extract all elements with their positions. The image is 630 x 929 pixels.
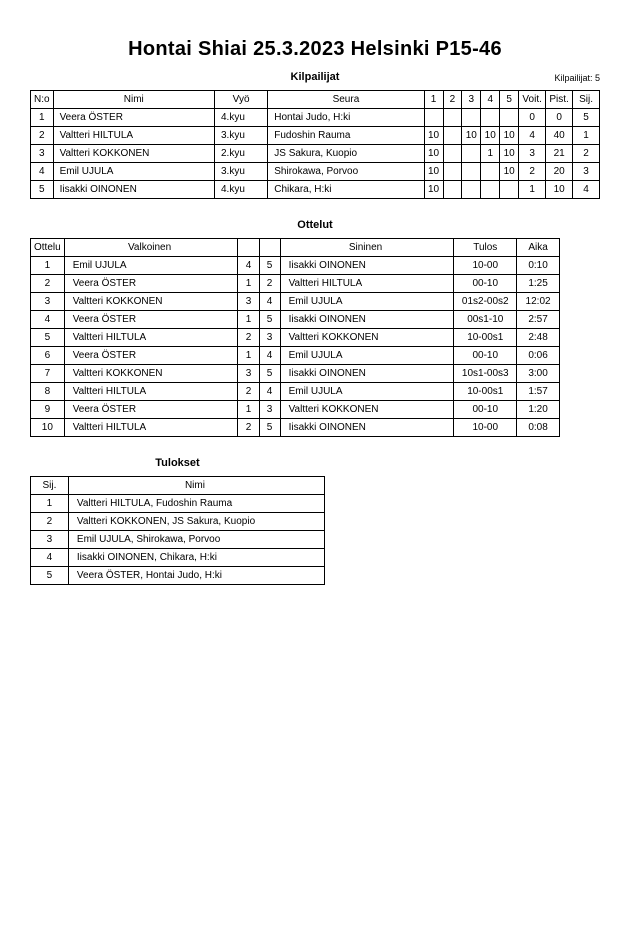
- table-row: [31, 163, 600, 181]
- table-row: [31, 531, 325, 549]
- cell-no: 3: [31, 145, 54, 163]
- cell-white: Emil UJULA: [64, 257, 238, 275]
- cell-club: JS Sakura, Kuopio: [268, 145, 424, 163]
- table-row: [31, 109, 600, 127]
- cell-blue: Valtteri HILTULA: [280, 275, 454, 293]
- cell-time: 0:06: [517, 347, 560, 365]
- cell-time: 2:48: [517, 329, 560, 347]
- tournament-result-page: [0, 38, 630, 929]
- cell-match-no: 8: [31, 383, 65, 401]
- matches-table-wrap: [30, 238, 600, 437]
- cell-blue-seed: 3: [259, 329, 280, 347]
- cell-result: 10s1-00s3: [454, 365, 517, 383]
- table-row: [31, 549, 325, 567]
- matches-section-header: [0, 219, 630, 235]
- cell-blue-seed: 5: [259, 419, 280, 437]
- competitors-section-header: [0, 71, 630, 87]
- results-table-wrap: [30, 476, 600, 585]
- cell-name: Valtteri HILTULA: [53, 127, 214, 145]
- cell-m3: [462, 163, 481, 181]
- cell-no: 5: [31, 181, 54, 199]
- col-time: Aika: [517, 239, 560, 257]
- cell-result: 10-00s1: [454, 383, 517, 401]
- table-row: [31, 127, 600, 145]
- cell-belt: 2.kyu: [214, 145, 267, 163]
- cell-final-name: Iisakki OINONEN, Chikara, H:ki: [68, 549, 324, 567]
- col-blue-seed: [259, 239, 280, 257]
- cell-blue: Valtteri KOKKONEN: [280, 401, 454, 419]
- col-match-no: Ottelu: [31, 239, 65, 257]
- cell-final-rank: 2: [31, 513, 69, 531]
- cell-white: Valtteri KOKKONEN: [64, 293, 238, 311]
- cell-match-no: 4: [31, 311, 65, 329]
- cell-blue: Iisakki OINONEN: [280, 257, 454, 275]
- cell-m2: [443, 181, 462, 199]
- cell-rank: 3: [573, 163, 600, 181]
- cell-result: 01s2-00s2: [454, 293, 517, 311]
- cell-rank: 2: [573, 145, 600, 163]
- cell-m1: 10: [424, 163, 443, 181]
- col-m1: 1: [424, 91, 443, 109]
- cell-blue: Iisakki OINONEN: [280, 311, 454, 329]
- col-blue: Sininen: [280, 239, 454, 257]
- cell-match-no: 5: [31, 329, 65, 347]
- cell-match-no: 3: [31, 293, 65, 311]
- col-belt: Vyö: [214, 91, 267, 109]
- cell-club: Hontai Judo, H:ki: [268, 109, 424, 127]
- results-section-header: [0, 457, 630, 473]
- table-row: [31, 567, 325, 585]
- cell-time: 12:02: [517, 293, 560, 311]
- cell-wins: 0: [519, 109, 546, 127]
- cell-white: Veera ÖSTER: [64, 401, 238, 419]
- cell-final-rank: 5: [31, 567, 69, 585]
- cell-m4: [481, 163, 500, 181]
- cell-result: 10-00: [454, 257, 517, 275]
- cell-white: Valtteri HILTULA: [64, 329, 238, 347]
- cell-match-no: 7: [31, 365, 65, 383]
- cell-match-no: 9: [31, 401, 65, 419]
- cell-time: 0:08: [517, 419, 560, 437]
- cell-m5: [500, 181, 519, 199]
- cell-result: 00s1-10: [454, 311, 517, 329]
- cell-m2: [443, 109, 462, 127]
- cell-match-no: 6: [31, 347, 65, 365]
- cell-name: Iisakki OINONEN: [53, 181, 214, 199]
- col-points: Pist.: [546, 91, 573, 109]
- cell-white-seed: 1: [238, 275, 259, 293]
- cell-m2: [443, 127, 462, 145]
- cell-no: 4: [31, 163, 54, 181]
- cell-m5: 10: [500, 145, 519, 163]
- cell-blue: Iisakki OINONEN: [280, 419, 454, 437]
- cell-m3: [462, 109, 481, 127]
- table-row: [31, 293, 560, 311]
- cell-m4: 1: [481, 145, 500, 163]
- cell-belt: 4.kyu: [214, 109, 267, 127]
- cell-blue-seed: 5: [259, 311, 280, 329]
- cell-blue: Valtteri KOKKONEN: [280, 329, 454, 347]
- table-row: [31, 311, 560, 329]
- table-row: [31, 383, 560, 401]
- table-row: [31, 365, 560, 383]
- cell-points: 21: [546, 145, 573, 163]
- cell-white-seed: 2: [238, 383, 259, 401]
- table-row: [31, 401, 560, 419]
- cell-m2: [443, 145, 462, 163]
- cell-result: 00-10: [454, 401, 517, 419]
- col-name: Nimi: [53, 91, 214, 109]
- col-m5: 5: [500, 91, 519, 109]
- cell-white: Valtteri KOKKONEN: [64, 365, 238, 383]
- table-row: [31, 329, 560, 347]
- cell-m1: [424, 109, 443, 127]
- matches-heading: Ottelut: [297, 219, 333, 231]
- cell-white-seed: 2: [238, 329, 259, 347]
- cell-blue-seed: 4: [259, 347, 280, 365]
- cell-no: 2: [31, 127, 54, 145]
- cell-points: 40: [546, 127, 573, 145]
- competitors-heading: Kilpailijat: [290, 71, 340, 83]
- cell-final-rank: 3: [31, 531, 69, 549]
- cell-no: 1: [31, 109, 54, 127]
- cell-blue-seed: 4: [259, 293, 280, 311]
- col-m3: 3: [462, 91, 481, 109]
- cell-name: Valtteri KOKKONEN: [53, 145, 214, 163]
- col-final-rank: Sij.: [31, 477, 69, 495]
- cell-final-name: Emil UJULA, Shirokawa, Porvoo: [68, 531, 324, 549]
- cell-white-seed: 1: [238, 311, 259, 329]
- cell-match-no: 2: [31, 275, 65, 293]
- cell-white-seed: 3: [238, 293, 259, 311]
- cell-final-rank: 4: [31, 549, 69, 567]
- cell-m5: 10: [500, 163, 519, 181]
- results-heading: Tulokset: [155, 457, 200, 469]
- cell-result: 10-00s1: [454, 329, 517, 347]
- cell-blue-seed: 5: [259, 257, 280, 275]
- col-m2: 2: [443, 91, 462, 109]
- table-row: [31, 495, 325, 513]
- cell-wins: 4: [519, 127, 546, 145]
- cell-club: Chikara, H:ki: [268, 181, 424, 199]
- cell-final-name: Valtteri HILTULA, Fudoshin Rauma: [68, 495, 324, 513]
- cell-white-seed: 3: [238, 365, 259, 383]
- cell-belt: 3.kyu: [214, 163, 267, 181]
- cell-white: Veera ÖSTER: [64, 275, 238, 293]
- cell-blue: Iisakki OINONEN: [280, 365, 454, 383]
- cell-match-no: 10: [31, 419, 65, 437]
- cell-m4: [481, 181, 500, 199]
- table-row: [31, 275, 560, 293]
- cell-result: 10-00: [454, 419, 517, 437]
- table-row: [31, 419, 560, 437]
- col-rank: Sij.: [573, 91, 600, 109]
- cell-name: Emil UJULA: [53, 163, 214, 181]
- cell-white-seed: 1: [238, 401, 259, 419]
- cell-wins: 1: [519, 181, 546, 199]
- cell-m4: [481, 109, 500, 127]
- cell-m1: 10: [424, 181, 443, 199]
- cell-blue-seed: 5: [259, 365, 280, 383]
- table-row: [31, 181, 600, 199]
- cell-belt: 4.kyu: [214, 181, 267, 199]
- cell-name: Veera ÖSTER: [53, 109, 214, 127]
- cell-club: Shirokawa, Porvoo: [268, 163, 424, 181]
- cell-time: 0:10: [517, 257, 560, 275]
- results-title-wrap: [30, 457, 325, 469]
- cell-m3: 10: [462, 127, 481, 145]
- cell-belt: 3.kyu: [214, 127, 267, 145]
- cell-final-rank: 1: [31, 495, 69, 513]
- cell-wins: 2: [519, 163, 546, 181]
- col-result: Tulos: [454, 239, 517, 257]
- competitors-table: [30, 90, 600, 199]
- cell-time: 1:20: [517, 401, 560, 419]
- cell-final-name: Valtteri KOKKONEN, JS Sakura, Kuopio: [68, 513, 324, 531]
- col-white-seed: [238, 239, 259, 257]
- cell-m1: 10: [424, 145, 443, 163]
- cell-points: 0: [546, 109, 573, 127]
- cell-m5: [500, 109, 519, 127]
- col-wins: Voit.: [519, 91, 546, 109]
- cell-rank: 5: [573, 109, 600, 127]
- matches-table: [30, 238, 560, 437]
- col-white: Valkoinen: [64, 239, 238, 257]
- cell-rank: 4: [573, 181, 600, 199]
- cell-m4: 10: [481, 127, 500, 145]
- col-no: N:o: [31, 91, 54, 109]
- cell-time: 1:25: [517, 275, 560, 293]
- cell-white: Veera ÖSTER: [64, 347, 238, 365]
- cell-points: 10: [546, 181, 573, 199]
- cell-blue-seed: 2: [259, 275, 280, 293]
- cell-result: 00-10: [454, 347, 517, 365]
- cell-blue: Emil UJULA: [280, 347, 454, 365]
- table-row: [31, 513, 325, 531]
- table-header-row: [31, 477, 325, 495]
- cell-m3: [462, 181, 481, 199]
- cell-result: 00-10: [454, 275, 517, 293]
- cell-blue: Emil UJULA: [280, 293, 454, 311]
- cell-m1: 10: [424, 127, 443, 145]
- cell-time: 3:00: [517, 365, 560, 383]
- cell-time: 1:57: [517, 383, 560, 401]
- col-club: Seura: [268, 91, 424, 109]
- cell-white-seed: 2: [238, 419, 259, 437]
- cell-white-seed: 1: [238, 347, 259, 365]
- cell-points: 20: [546, 163, 573, 181]
- cell-blue-seed: 3: [259, 401, 280, 419]
- col-final-name: Nimi: [68, 477, 324, 495]
- cell-time: 2:57: [517, 311, 560, 329]
- table-header-row: [31, 239, 560, 257]
- cell-rank: 1: [573, 127, 600, 145]
- cell-m3: [462, 145, 481, 163]
- cell-white-seed: 4: [238, 257, 259, 275]
- cell-m5: 10: [500, 127, 519, 145]
- cell-white: Valtteri HILTULA: [64, 383, 238, 401]
- cell-club: Fudoshin Rauma: [268, 127, 424, 145]
- cell-blue: Emil UJULA: [280, 383, 454, 401]
- col-m4: 4: [481, 91, 500, 109]
- cell-match-no: 1: [31, 257, 65, 275]
- cell-final-name: Veera ÖSTER, Hontai Judo, H:ki: [68, 567, 324, 585]
- cell-white: Veera ÖSTER: [64, 311, 238, 329]
- competitors-count: Kilpailijat: 5: [554, 73, 600, 83]
- table-row: [31, 145, 600, 163]
- cell-white: Valtteri HILTULA: [64, 419, 238, 437]
- table-row: [31, 347, 560, 365]
- page-title: Hontai Shiai 25.3.2023 Helsinki P15-46: [128, 38, 502, 60]
- cell-m2: [443, 163, 462, 181]
- table-row: [31, 257, 560, 275]
- cell-wins: 3: [519, 145, 546, 163]
- results-table: [30, 476, 325, 585]
- competitors-table-wrap: [30, 90, 600, 199]
- cell-blue-seed: 4: [259, 383, 280, 401]
- table-header-row: [31, 91, 600, 109]
